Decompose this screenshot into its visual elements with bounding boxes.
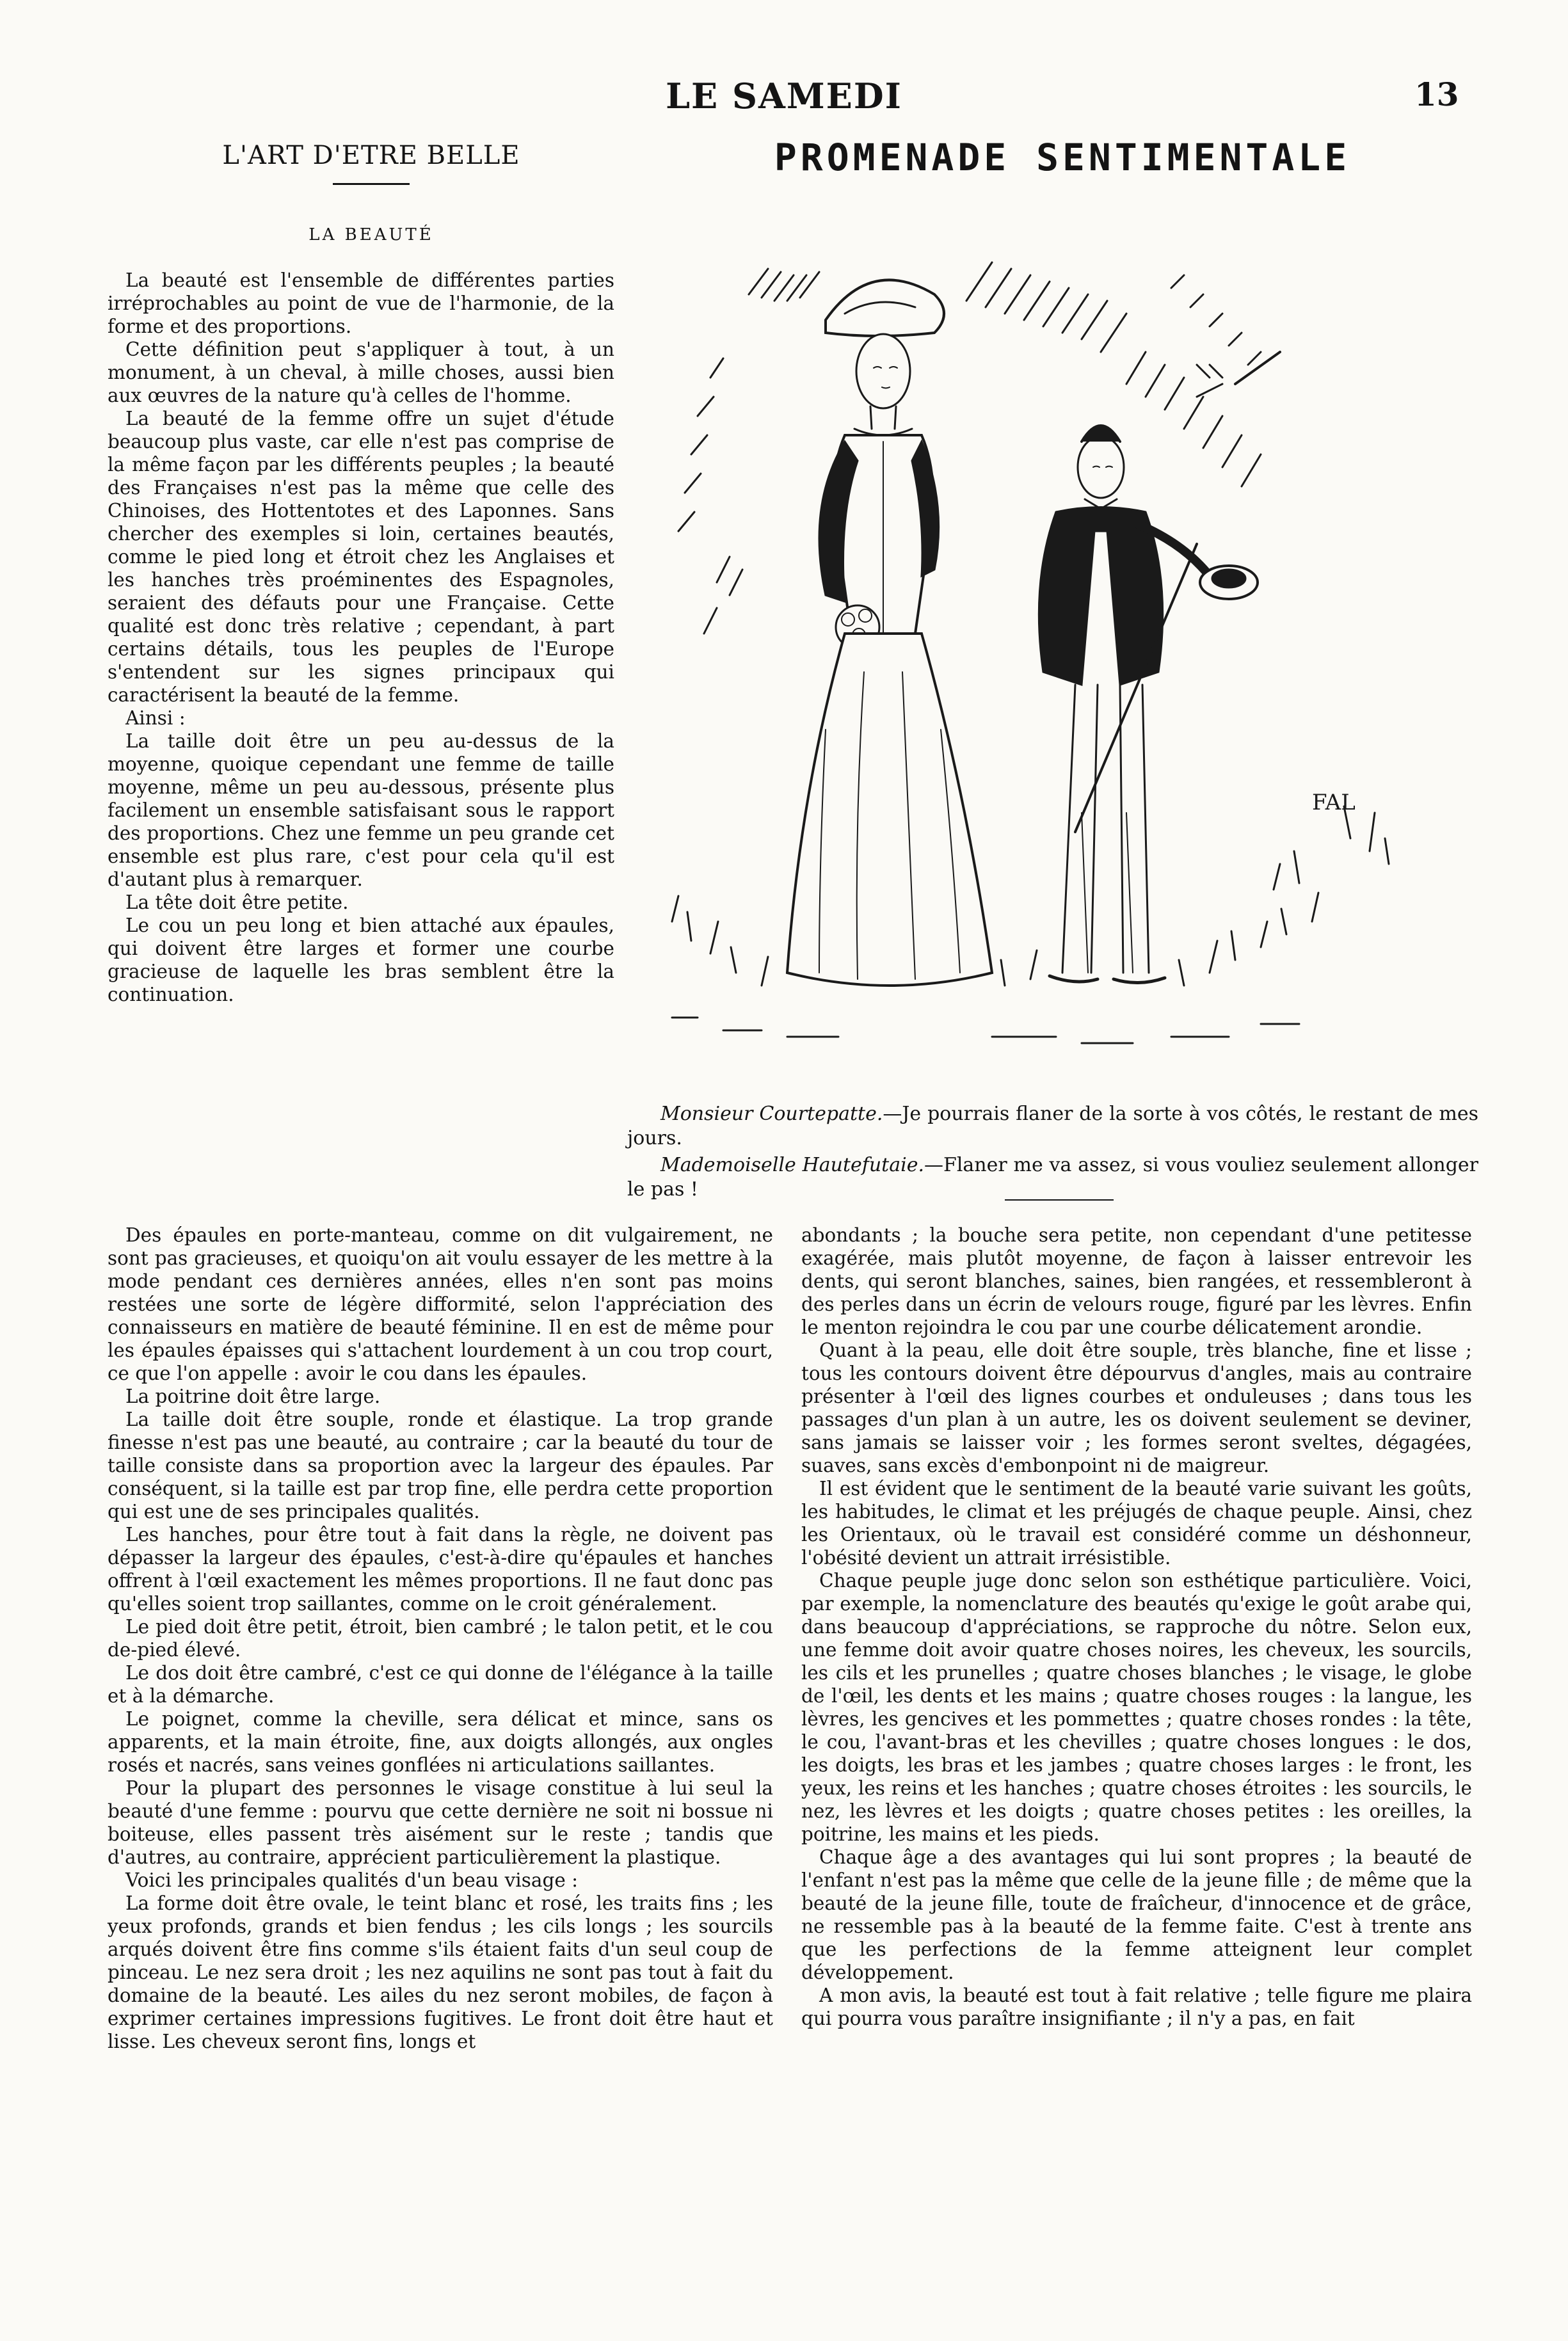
promenade-illustration (634, 186, 1472, 1088)
paragraph: La beauté est l'ensemble de différentes parties irréprochables au point de vue de l'harmonie, de la forme et des proportions. (108, 269, 614, 337)
caption-rule (1005, 1199, 1114, 1201)
paragraph: Cette définition peut s'appliquer à tout, à un monument, à un cheval, à mille choses, aussi bien aux œuvres de la nature qu'à celles de l'homme. (108, 339, 614, 406)
article-title-left: L'ART D'ETRE BELLE (222, 141, 520, 170)
paragraph: Chaque peuple juge donc selon son esthétique particulière. Voici, par exemple, la nomenclature des beautés qu'exige le goût arabe qui, dans beaucoup d'appréciations, se rapproche du nôtre. Selon eux, une femme doit avoir quatre choses noires, les cheveux, les sourcils, les cils et les prunelles ; quatre choses blanches ; le visage, le globe de l'œil, les dents et les mains ; quatre choses rouges : la langue, les lèvres, les gencives et les pommettes ; quatre choses rondes : la tête, le cou, l'avant-bras et les chevilles ; quatre choses longues : le dos, les doigts, les bras et les jambes ; quatre choses larges : le front, les yeux, les reins et les hanches ; quatre choses étroites : les sourcils, le nez, les lèvres et les doigts ; quatre choses petites : les oreilles, la poitrine, les mains et les pieds. (801, 1570, 1472, 1845)
illustration-caption (627, 1102, 1478, 1204)
paragraph: Pour la plupart des personnes le visage constitue à lui seul la beauté d'une femme : pourvu que cette dernière ne soit ni bossue ni boiteuse, elles passent très aisément sur le reste ; tandis que d'autres, au contraire, apprécient particulièrement la plastique. (108, 1777, 773, 1868)
paragraph: La taille doit être souple, ronde et élastique. La trop grande finesse n'est pas une beauté, au contraire ; car la beauté du tour de taille consiste dans sa proportion avec la largeur des épaules. Par conséquent, si la taille est par trop fine, elle perdra cette proportion qui est une de ses principales qualités. (108, 1409, 773, 1522)
paragraph: La taille doit être un peu au-dessus de la moyenne, quoique cependant une femme de taille moyenne, même un peu au-dessous, présente plus facilement un ensemble satisfaisant sous le rapport des proportions. Chez une femme un peu grande cet ensemble est plus rare, c'est pour cela qu'il est d'autant plus à remarquer. (108, 730, 614, 890)
paragraph: Quant à la peau, elle doit être souple, très blanche, fine et lisse ; tous les contours doivent être dépourvus d'angles, mais au contraire présenter à l'œil des lignes courbes et onduleuses ; dans tous les passages d'un plan à un autre, les os doivent seulement se deviner, sans jamais se laisser voir ; les formes seront sveltes, dégagées, suaves, sans excès d'embonpoint ni de maigreur. (801, 1339, 1472, 1476)
paragraph: Le dos doit être cambré, c'est ce qui donne de l'élégance à la taille et à la démarche. (108, 1662, 773, 1707)
paragraph: La poitrine doit être large. (125, 1386, 381, 1407)
paragraph: La beauté de la femme offre un sujet d'étude beaucoup plus vaste, car elle n'est pas comprise de la même façon par les différents peuples ; la beauté des Françaises n'est pas la même que celle des Chinoises, des Hottentotes et des Laponnes. Sans chercher des exemples si loin, certaines beautés, comme le pied long et étroit chez les Anglaises et les hanches très proéminentes des Espagnoles, seraient des défauts pour une Française. Cette qualité est donc très relative ; cependant, à part certains détails, tous les peuples de l'Europe s'entendent sur les signes principaux qui caractérisent la beauté de la femme. (108, 408, 614, 706)
caption-speaker: Monsieur Courtepatte. (660, 1103, 883, 1125)
page-number: 13 (1414, 76, 1459, 113)
masthead: LE SAMEDI (666, 76, 902, 116)
paragraph: Des épaules en porte-manteau, comme on dit vulgairement, ne sont pas gracieuses, et quoiqu'on ait voulu essayer de les mettre à la mode pendant ces dernières années, elles n'en sont pas moins restées une sorte de légère difformité, selon l'appréciation des connaisseurs en matière de beauté féminine. Il en est de même pour les épaules épaisses qui s'attachent lourdement à un cou trop court, ce que l'on appelle : avoir le cou dans les épaules. (108, 1224, 773, 1384)
left-column-wide (108, 1224, 773, 2053)
paragraph: Les hanches, pour être tout à fait dans la règle, ne doivent pas dépasser la largeur des épaules, c'est-à-dire qu'épaules et hanches offrent à l'œil exactement les mêmes proportions. Il ne faut donc pas qu'elles soient trop saillantes, comme on le croit généralement. (108, 1524, 773, 1615)
paragraph: La forme doit être ovale, le teint blanc et rosé, les traits fins ; les yeux profonds, grands et bien fendus ; les cils longs ; les sourcils arqués doivent être fins comme s'ils étaient faits d'un seul coup de pinceau. Le nez sera droit ; les nez aquilins ne sont pas tout à fait du domaine de la beauté. Les ailes du nez seront mobiles, de façon à exprimer certaines impressions fugitives. Le front doit être haut et lisse. Les cheveux seront fins, longs et (108, 1892, 773, 2052)
caption-line (627, 1153, 1478, 1202)
caption-text: —Je pourrais flaner de la sorte à vos côtés, le restant de mes jours. (627, 1103, 1478, 1149)
paragraph: Il est évident que le sentiment de la beauté varie suivant les goûts, les habitudes, le climat et les préjugés de chaque peuple. Ainsi, chez les Orientaux, où le travail est considéré comme un déshonneur, l'obésité devient un attrait irrésistible. (801, 1478, 1472, 1569)
paragraph: Le pied doit être petit, étroit, bien cambré ; le talon petit, et le cou de-pied élevé. (108, 1616, 773, 1661)
paragraph: Voici les principales qualités d'un beau visage : (125, 1869, 579, 1891)
caption-speaker: Mademoiselle Hautefutaie. (660, 1154, 925, 1176)
caption-line (627, 1102, 1478, 1151)
right-column (801, 1224, 1472, 2030)
caption-text: —Flaner me va assez, si vous vouliez seulement allonger le pas ! (627, 1154, 1478, 1201)
paragraph: Le cou un peu long et bien attaché aux épaules, qui doivent être larges et former une courbe gracieuse de laquelle les bras semblent être la continuation. (108, 915, 614, 1005)
artist-signature: FAL (1312, 790, 1356, 815)
paragraph: Chaque âge a des avantages qui lui sont propres ; la beauté de l'enfant n'est pas la même que celle de la jeune fille ; de même que la beauté de la jeune fille, toute de fraîcheur, d'innocence et de grâce, ne ressemble pas à la beauté de la femme faite. C'est à trente ans que les perfections de la femme atteignent leur complet développement. (801, 1846, 1472, 1983)
article-subhead: LA BEAUTÉ (308, 225, 434, 244)
left-column-narrow (108, 269, 614, 1006)
paragraph: abondants ; la bouche sera petite, non cependant d'une petitesse exagérée, mais plutôt moyenne, de façon à laisser entrevoir les dents, qui seront blanches, saines, bien rangées, et ressembleront à des perles dans un écrin de velours rouge, figuré par les lèvres. Enfin le menton rejoindra le cou par une courbe délicatement arondie. (801, 1224, 1472, 1338)
article-title-right: PROMENADE SENTIMENTALE (774, 136, 1351, 179)
paragraph: La tête doit être petite. (125, 891, 349, 913)
paragraph: Ainsi : (125, 707, 186, 729)
foliage-hatching (678, 262, 1261, 634)
paragraph: A mon avis, la beauté est tout à fait relative ; telle figure me plaira qui pourra vous paraître insignifiante ; il n'y a pas, en fait (801, 1985, 1472, 2029)
title-rule (333, 183, 410, 185)
paragraph: Le poignet, comme la cheville, sera délicat et mince, sans os apparents, et la main étroite, fine, aux doigts allongés, aux ongles rosés et nacrés, sans veines gonflées ni articulations saillantes. (108, 1708, 773, 1776)
